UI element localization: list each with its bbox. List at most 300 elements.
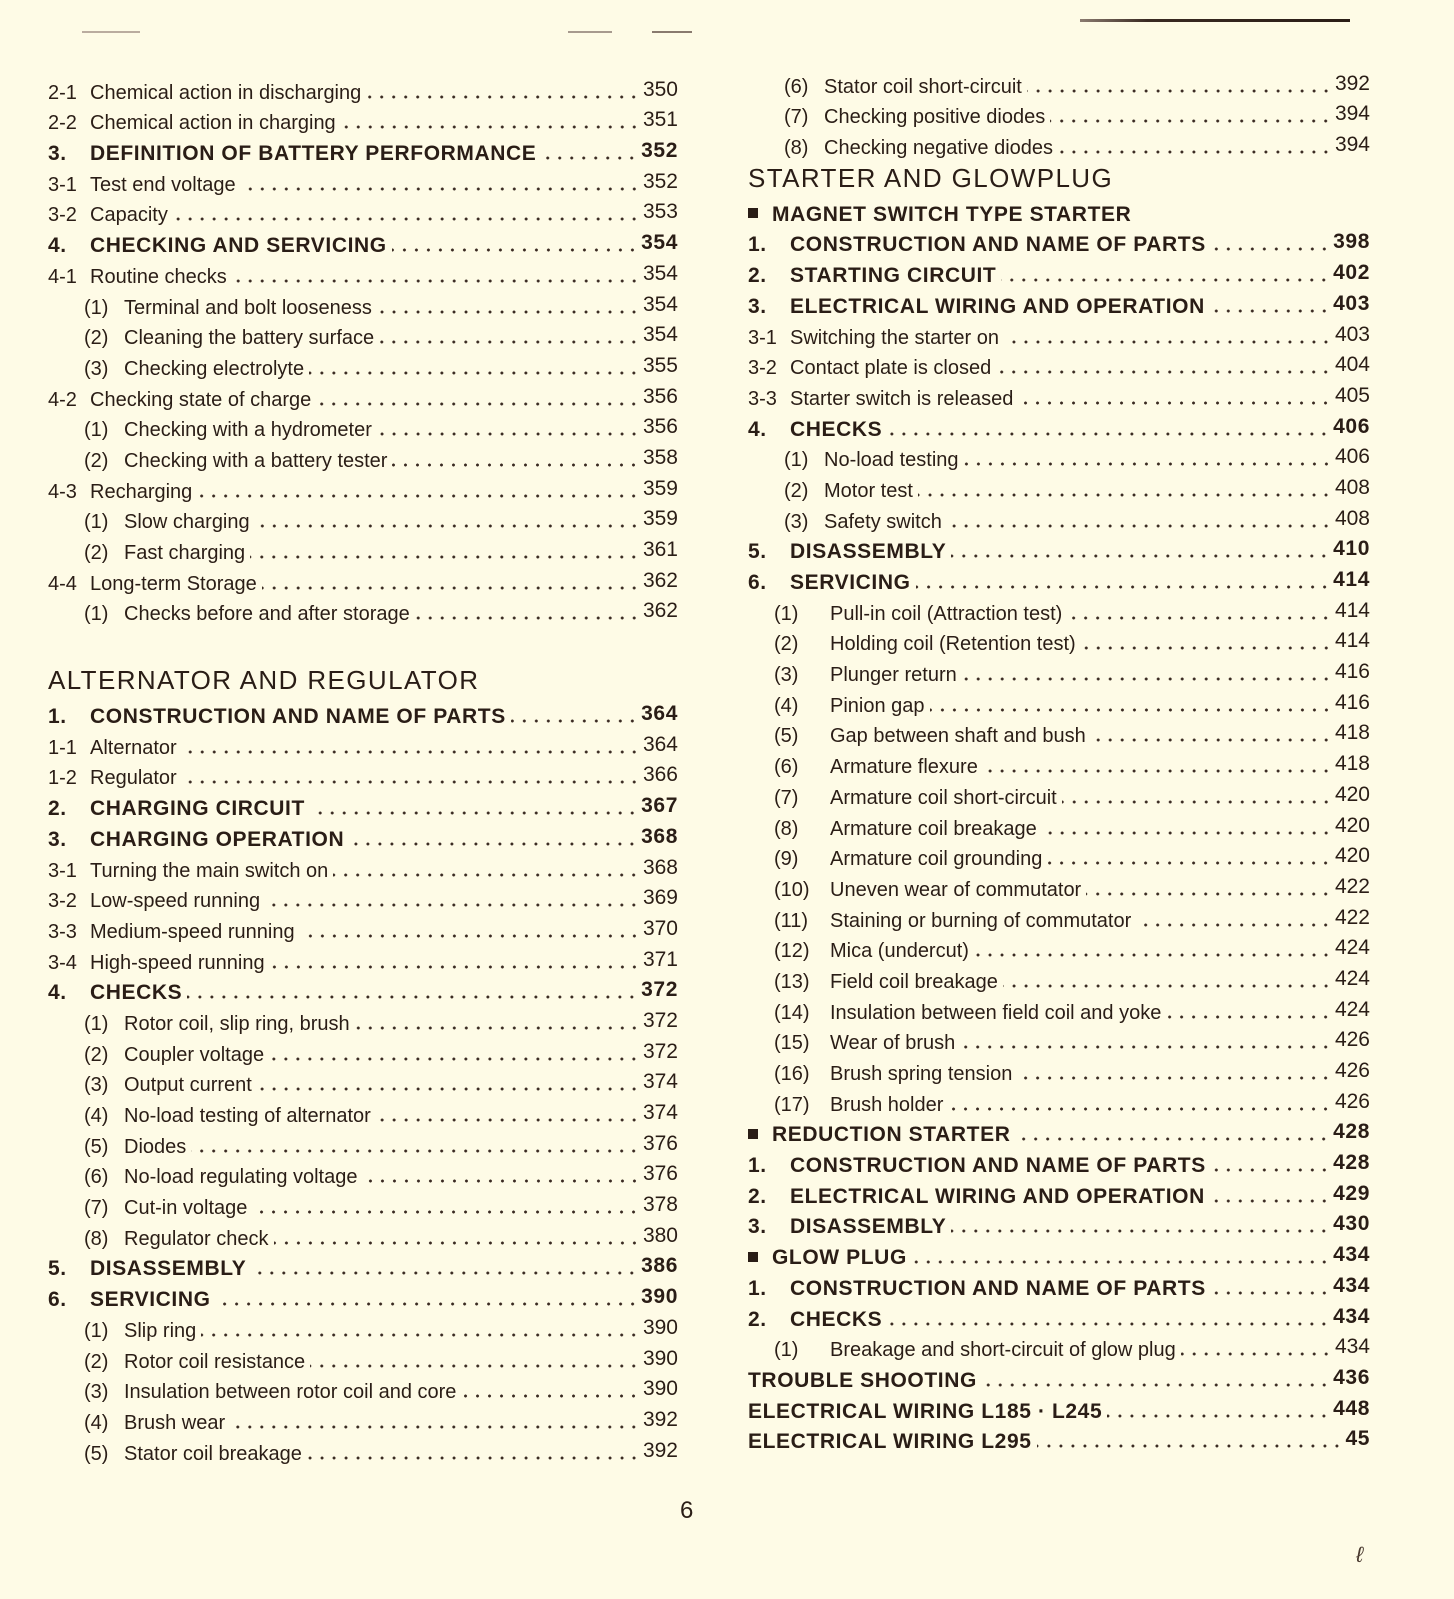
dot-leader: [300, 934, 640, 938]
toc-entry-text: CONSTRUCTION AND NAME OF PARTS: [790, 1154, 1206, 1178]
square-bullet-icon: [748, 1252, 758, 1262]
dot-leader: [191, 1149, 640, 1153]
toc-entry-title: [48, 706, 508, 727]
toc-entry[interactable]: [748, 225, 1370, 256]
toc-entry-text: Armature coil short-circuit: [830, 786, 1057, 809]
toc-entry[interactable]: [748, 317, 1370, 348]
toc-entry-number: 3-1: [48, 859, 77, 882]
toc-entry[interactable]: [48, 1003, 678, 1034]
toc-entry-number: (1): [774, 602, 799, 625]
dot-leader: [379, 340, 640, 344]
toc-entry-page: 354: [641, 231, 678, 255]
toc-entry[interactable]: [48, 1310, 678, 1341]
toc-entry-title: [748, 572, 913, 593]
dot-leader: [912, 1260, 1330, 1264]
toc-entry-title: [48, 982, 184, 1003]
toc-entry-title: [48, 768, 179, 788]
toc-entry-title: [748, 757, 980, 777]
dot-leader: [461, 1394, 640, 1398]
toc-entry-title: [48, 390, 313, 410]
dot-leader: [1001, 278, 1330, 282]
toc-entry-number: 6.: [748, 571, 767, 594]
toc-entry[interactable]: [48, 195, 678, 226]
toc-entry-title: [748, 1095, 945, 1115]
toc-entry[interactable]: [748, 440, 1370, 471]
toc-entry-title: [748, 204, 1133, 225]
toc-entry-page: 351: [642, 108, 678, 132]
toc-entry-page: 408: [1334, 506, 1370, 530]
toc-entry[interactable]: [48, 1433, 678, 1464]
dot-leader: [255, 524, 640, 528]
toc-entry-number: (1): [84, 603, 109, 626]
toc-entry-number: 3.: [48, 827, 67, 851]
toc-entry[interactable]: [48, 532, 678, 563]
toc-entry-title: [748, 296, 1207, 317]
toc-entry-title: [748, 604, 1064, 624]
dot-leader: [341, 125, 640, 129]
toc-entry-text: CHECKS: [90, 981, 183, 1005]
toc-entry[interactable]: [748, 746, 1370, 777]
toc-entry-title: [748, 265, 998, 286]
toc-entry-page: 354: [642, 323, 678, 347]
toc-entry-text: DISASSEMBLY: [790, 540, 947, 564]
toc-entry-text: Checking with a battery tester: [124, 449, 388, 472]
toc-entry-title: [748, 880, 1083, 900]
toc-entry-title: [748, 972, 1000, 992]
toc-entry-number: (1): [774, 1339, 799, 1362]
toc-entry-number: 3.: [748, 1215, 767, 1239]
dot-leader: [930, 708, 1332, 712]
toc-entry-text: ELECTRICAL WIRING L295: [748, 1430, 1032, 1454]
dot-leader: [251, 1271, 638, 1275]
toc-entry-page: 434: [1333, 1243, 1370, 1267]
toc-entry[interactable]: [48, 164, 678, 195]
toc-entry-number: (6): [774, 756, 799, 779]
toc-entry[interactable]: [48, 788, 678, 819]
toc-entry[interactable]: [748, 348, 1370, 379]
toc-entry-number: 2-2: [48, 112, 77, 135]
toc-entry[interactable]: [48, 471, 678, 502]
toc-entry-number: (1): [84, 419, 109, 442]
dot-leader: [307, 1456, 640, 1460]
toc-entry-text: ELECTRICAL WIRING L185 · L245: [748, 1399, 1103, 1423]
toc-entry-text: Armature coil grounding: [830, 848, 1043, 871]
toc-entry-page: 434: [1333, 1304, 1370, 1328]
toc-entry-title: [748, 941, 971, 961]
toc-entry-text: Checking negative diodes: [824, 137, 1054, 160]
toc-entry-text: REDUCTION STARTER: [772, 1123, 1011, 1147]
toc-entry-page: 390: [642, 1315, 678, 1339]
toc-entry[interactable]: [748, 1330, 1370, 1361]
toc-entry[interactable]: [748, 532, 1370, 563]
toc-entry[interactable]: [48, 410, 678, 441]
toc-entry-number: (9): [774, 848, 799, 871]
toc-entry-number: 3-3: [48, 920, 77, 943]
toc-entry-number: 3.: [48, 142, 67, 166]
toc-entry-number: 2-1: [48, 81, 77, 104]
toc-entry-text: CHECKS: [790, 417, 883, 441]
dot-leader: [392, 248, 638, 252]
dot-leader: [511, 719, 638, 723]
dot-leader: [363, 1179, 640, 1183]
toc-entry-page: 403: [1333, 291, 1370, 315]
toc-entry-text: Brush spring tension: [830, 1063, 1013, 1085]
toc-entry[interactable]: [48, 256, 678, 287]
spacer: [48, 624, 678, 660]
toc-entry-number: (6): [784, 75, 809, 98]
toc-entry[interactable]: [748, 1422, 1370, 1453]
toc-entry[interactable]: [748, 378, 1370, 409]
toc-entry-page: 372: [642, 1008, 678, 1032]
toc-entry-title: [48, 574, 259, 594]
toc-entry[interactable]: [48, 881, 678, 912]
toc-entry[interactable]: [48, 502, 678, 533]
toc-entry-title: [748, 1124, 1012, 1145]
toc-entry-title: [48, 1382, 458, 1402]
dot-leader: [1027, 89, 1332, 93]
toc-entry-number: (16): [774, 1063, 810, 1085]
toc-entry[interactable]: [748, 1299, 1370, 1330]
dot-leader: [349, 842, 638, 846]
toc-entry-text: Starter switch is released: [790, 387, 1014, 410]
toc-entry[interactable]: [48, 696, 678, 727]
toc-entry-page: 372: [641, 978, 678, 1002]
toc-entry[interactable]: [48, 973, 678, 1004]
toc-entry-number: 4-4: [48, 572, 77, 595]
toc-entry-page: 402: [1333, 261, 1370, 285]
toc-entry-title: [748, 1186, 1207, 1207]
toc-entry-text: SERVICING: [90, 1288, 211, 1312]
toc-entry-title: [48, 1167, 360, 1187]
toc-entry-number: 2.: [748, 1184, 767, 1208]
toc-entry-page: 392: [642, 1438, 678, 1462]
toc-entry-page: 376: [642, 1131, 678, 1155]
section-heading: ALTERNATOR AND REGULATOR: [48, 665, 480, 696]
toc-entry-page: 434: [1334, 1335, 1370, 1359]
toc-entry-number: 3-3: [748, 387, 777, 410]
toc-entry-number: (7): [774, 786, 799, 809]
toc-entry[interactable]: [48, 594, 678, 625]
toc-entry[interactable]: [748, 654, 1370, 685]
toc-entry-title: [748, 819, 1039, 839]
toc-entry[interactable]: [48, 1372, 678, 1403]
toc-entry[interactable]: [748, 501, 1370, 532]
toc-entry[interactable]: [48, 1279, 678, 1310]
toc-entry-number: (2): [84, 1350, 109, 1373]
toc-entry-text: Chemical action in discharging: [90, 81, 362, 104]
square-bullet-icon: [748, 1129, 758, 1139]
toc-entry[interactable]: [748, 66, 1370, 97]
toc-entry[interactable]: [748, 1145, 1370, 1176]
toc-entry-title: [748, 696, 927, 716]
toc-entry[interactable]: [748, 127, 1370, 158]
toc-entry[interactable]: [48, 225, 678, 256]
toc-entry[interactable]: [48, 287, 678, 318]
toc-entry-title: [748, 665, 959, 685]
toc-entry-page: 429: [1333, 1181, 1370, 1205]
toc-entry[interactable]: [748, 931, 1370, 962]
toc-entry-title: [48, 1321, 198, 1341]
dot-leader: [541, 156, 638, 160]
toc-entry-text: CHECKS: [790, 1307, 883, 1331]
toc-entry[interactable]: [748, 470, 1370, 501]
toc-entry-page: 418: [1334, 752, 1370, 776]
dot-leader: [262, 586, 640, 590]
dot-leader: [366, 95, 640, 99]
toc-entry[interactable]: [48, 103, 678, 134]
toc-entry[interactable]: [748, 808, 1370, 839]
toc-entry-title: [48, 175, 238, 195]
toc-entry-text: Regulator check: [124, 1227, 269, 1250]
toc-entry-text: CONSTRUCTION AND NAME OF PARTS: [90, 705, 506, 729]
toc-entry[interactable]: [748, 1023, 1370, 1054]
dot-leader: [1211, 1291, 1330, 1295]
dot-leader: [887, 432, 1330, 436]
toc-entry-title: [48, 83, 363, 103]
toc-entry[interactable]: [48, 563, 678, 594]
toc-entry-text: DISASSEMBLY: [90, 1257, 247, 1281]
toc-entry-title: [748, 1278, 1208, 1299]
dot-leader: [1062, 800, 1332, 804]
toc-entry-title: [48, 512, 252, 532]
top-rule-left: [82, 31, 140, 33]
toc-entry-title: [748, 726, 1088, 746]
toc-entry-number: (5): [84, 1135, 109, 1158]
dot-leader: [974, 953, 1332, 957]
dot-leader: [1107, 1414, 1330, 1418]
toc-entry[interactable]: [748, 1237, 1370, 1268]
toc-entry[interactable]: [748, 286, 1370, 317]
toc-entry-page: 414: [1334, 629, 1370, 653]
toc-entry[interactable]: [748, 624, 1370, 655]
toc-entry-text: Slow charging: [124, 511, 250, 534]
toc-entry[interactable]: [48, 348, 678, 379]
toc-entry-number: (11): [774, 909, 809, 932]
toc-entry[interactable]: [48, 318, 678, 349]
toc-entry[interactable]: [748, 900, 1370, 931]
toc-entry-page: 361: [642, 538, 678, 561]
toc-entry-text: Uneven wear of commutator: [830, 878, 1082, 901]
toc-entry-title: [48, 1106, 373, 1126]
toc-entry[interactable]: [748, 869, 1370, 900]
toc-entry-number: (8): [84, 1227, 109, 1250]
toc-entry-text: Stator coil short-circuit: [824, 75, 1022, 98]
toc-entry-title: [48, 113, 338, 133]
dot-leader: [916, 585, 1331, 589]
toc-entry[interactable]: [48, 1065, 678, 1096]
dot-leader: [201, 1333, 640, 1337]
toc-entry-number: (3): [784, 510, 809, 533]
section-heading: STARTER AND GLOWPLUG: [748, 163, 1114, 194]
toc-entry[interactable]: [48, 819, 678, 850]
toc-entry-title: [48, 143, 538, 164]
toc-entry-text: DEFINITION OF BATTERY PERFORMANCE: [90, 142, 537, 166]
toc-entry-page: 390: [641, 1285, 678, 1309]
toc-entry-text: Breakage and short-circuit of glow plug: [830, 1339, 1176, 1362]
toc-entry-number: (7): [84, 1197, 109, 1220]
toc-entry-text: Pull-in coil (Attraction test): [830, 602, 1063, 625]
toc-entry-page: 414: [1334, 598, 1370, 622]
toc-entry[interactable]: [48, 1402, 678, 1433]
toc-entry-page: 374: [642, 1101, 678, 1124]
toc-entry-number: (1): [84, 1319, 109, 1342]
toc-entry-text: Armature flexure: [830, 756, 978, 779]
dot-leader: [232, 279, 640, 283]
toc-entry-text: Checking electrolyte: [124, 357, 305, 380]
toc-entry-number: (4): [84, 1105, 109, 1127]
toc-entry-title: [748, 1155, 1208, 1176]
toc-entry-page: 430: [1333, 1212, 1370, 1236]
toc-entry-page: 353: [642, 200, 678, 224]
toc-entry-title: [748, 1247, 909, 1268]
toc-entry-title: [48, 1289, 213, 1310]
toc-entry-text: Output current: [124, 1074, 252, 1097]
toc-entry-title: [748, 512, 944, 532]
toc-entry[interactable]: [48, 1249, 678, 1280]
toc-entry-title: [48, 1413, 227, 1433]
toc-entry[interactable]: [748, 1115, 1370, 1146]
toc-entry-page: 428: [1333, 1151, 1370, 1175]
toc-entry[interactable]: [48, 1034, 678, 1065]
toc-entry-text: Contact plate is closed: [790, 357, 992, 380]
toc-entry-page: 434: [1333, 1273, 1370, 1297]
toc-entry[interactable]: [48, 1187, 678, 1218]
toc-entry[interactable]: [48, 727, 678, 758]
toc-entry-page: 420: [1334, 782, 1370, 806]
dot-leader: [377, 432, 640, 436]
toc-entry-title: [748, 450, 961, 470]
toc-entry-text: TROUBLE SHOOTING: [748, 1368, 977, 1392]
toc-entry[interactable]: [48, 133, 678, 164]
toc-entry-title: [48, 953, 267, 973]
toc-entry[interactable]: [748, 992, 1370, 1023]
toc-entry[interactable]: [48, 942, 678, 973]
toc-entry-page: 426: [1334, 1089, 1370, 1113]
dot-leader: [951, 1229, 1330, 1233]
toc-entry[interactable]: [48, 72, 678, 103]
toc-entry-page: 364: [641, 702, 678, 726]
toc-entry[interactable]: [748, 777, 1370, 808]
toc-entry-title: [748, 911, 1133, 931]
toc-left-column: [48, 72, 678, 1464]
toc-entry[interactable]: [748, 593, 1370, 624]
dot-leader: [310, 811, 638, 815]
dot-leader: [1211, 247, 1330, 251]
toc-entry[interactable]: [48, 1341, 678, 1372]
toc-entry-number: (5): [774, 725, 799, 748]
toc-entry-text: Capacity: [90, 204, 168, 227]
toc-entry-text: CHARGING OPERATION: [90, 827, 345, 851]
toc-entry[interactable]: [48, 379, 678, 410]
toc-entry[interactable]: [48, 1218, 678, 1249]
toc-entry-title: [748, 1003, 1163, 1023]
toc-entry[interactable]: [748, 1268, 1370, 1299]
toc-entry[interactable]: [748, 685, 1370, 716]
toc-entry[interactable]: [48, 850, 678, 881]
toc-entry-title: [48, 420, 374, 440]
dot-leader: [270, 965, 640, 969]
toc-entry-title: [48, 891, 262, 911]
toc-entry-title: [48, 922, 297, 942]
toc-entry-number: (1): [84, 1012, 109, 1035]
toc-entry-title: [48, 1229, 271, 1249]
dot-leader: [241, 187, 640, 191]
toc-entry-number: 3-2: [48, 890, 77, 913]
toc-entry[interactable]: [748, 716, 1370, 747]
toc-entry[interactable]: [48, 1157, 678, 1188]
toc-entry-text: Armature coil breakage: [830, 817, 1037, 840]
dot-leader: [265, 903, 640, 907]
toc-entry-number: 4-3: [48, 480, 77, 503]
toc-entry-page: 408: [1334, 475, 1370, 499]
toc-entry-text: Chemical action in charging: [90, 112, 336, 135]
toc-entry-text: GLOW PLUG: [772, 1246, 907, 1270]
toc-entry[interactable]: [748, 194, 1370, 225]
toc-entry[interactable]: [48, 1095, 678, 1126]
toc-entry[interactable]: [748, 1360, 1370, 1391]
toc-entry[interactable]: [48, 758, 678, 789]
toc-entry-title: [748, 77, 1024, 97]
toc-entry-number: (3): [84, 1381, 109, 1404]
dot-leader: [960, 1045, 1332, 1049]
toc-entry-page: 370: [642, 916, 678, 940]
toc-entry-text: Gap between shaft and bush: [830, 725, 1086, 748]
toc-entry[interactable]: [748, 255, 1370, 286]
toc-entry-title: [748, 107, 1047, 127]
toc-entry-page: 366: [642, 763, 678, 787]
dot-leader: [1042, 831, 1332, 835]
toc-entry-text: No-load regulating voltage: [124, 1166, 358, 1189]
dot-leader: [962, 677, 1332, 681]
toc-entry-title: [48, 298, 374, 318]
dot-leader: [376, 1118, 640, 1122]
toc-entry-page: 416: [1334, 660, 1370, 684]
toc-entry-page: 359: [642, 507, 678, 531]
toc-entry-title: [48, 604, 412, 624]
toc-entry-number: 3-2: [48, 204, 77, 227]
toc-entry-number: (17): [774, 1093, 810, 1116]
toc-entry[interactable]: [748, 97, 1370, 128]
toc-entry[interactable]: [748, 562, 1370, 593]
toc-entry-title: [748, 358, 993, 378]
toc-entry[interactable]: [748, 1084, 1370, 1115]
toc-entry-page: 372: [642, 1039, 678, 1063]
toc-entry[interactable]: [48, 440, 678, 471]
toc-entry-number: 1-2: [48, 767, 77, 790]
toc-entry-title: [48, 1198, 249, 1218]
toc-entry[interactable]: [748, 1391, 1370, 1422]
dot-leader: [257, 1087, 640, 1091]
toc-entry-title: [748, 328, 1001, 348]
toc-entry-page: 354: [642, 261, 678, 285]
toc-entry-text: Insulation between field coil and yoke: [830, 1001, 1162, 1024]
toc-entry[interactable]: [48, 1126, 678, 1157]
toc-entry-page: 374: [642, 1070, 678, 1094]
toc-entry-number: (2): [774, 633, 799, 656]
toc-entry-page: 436: [1333, 1365, 1370, 1389]
dot-leader: [1015, 1137, 1330, 1141]
toc-entry[interactable]: [748, 1053, 1370, 1084]
toc-entry[interactable]: [748, 1207, 1370, 1238]
toc-entry-number: 5.: [748, 540, 767, 564]
toc-entry[interactable]: [748, 1176, 1370, 1207]
toc-entry[interactable]: [748, 961, 1370, 992]
toc-entry[interactable]: [748, 839, 1370, 870]
page-number: 6: [680, 1497, 694, 1524]
toc-entry[interactable]: [748, 409, 1370, 440]
toc-entry-page: 428: [1333, 1120, 1370, 1144]
toc-entry[interactable]: [48, 911, 678, 942]
